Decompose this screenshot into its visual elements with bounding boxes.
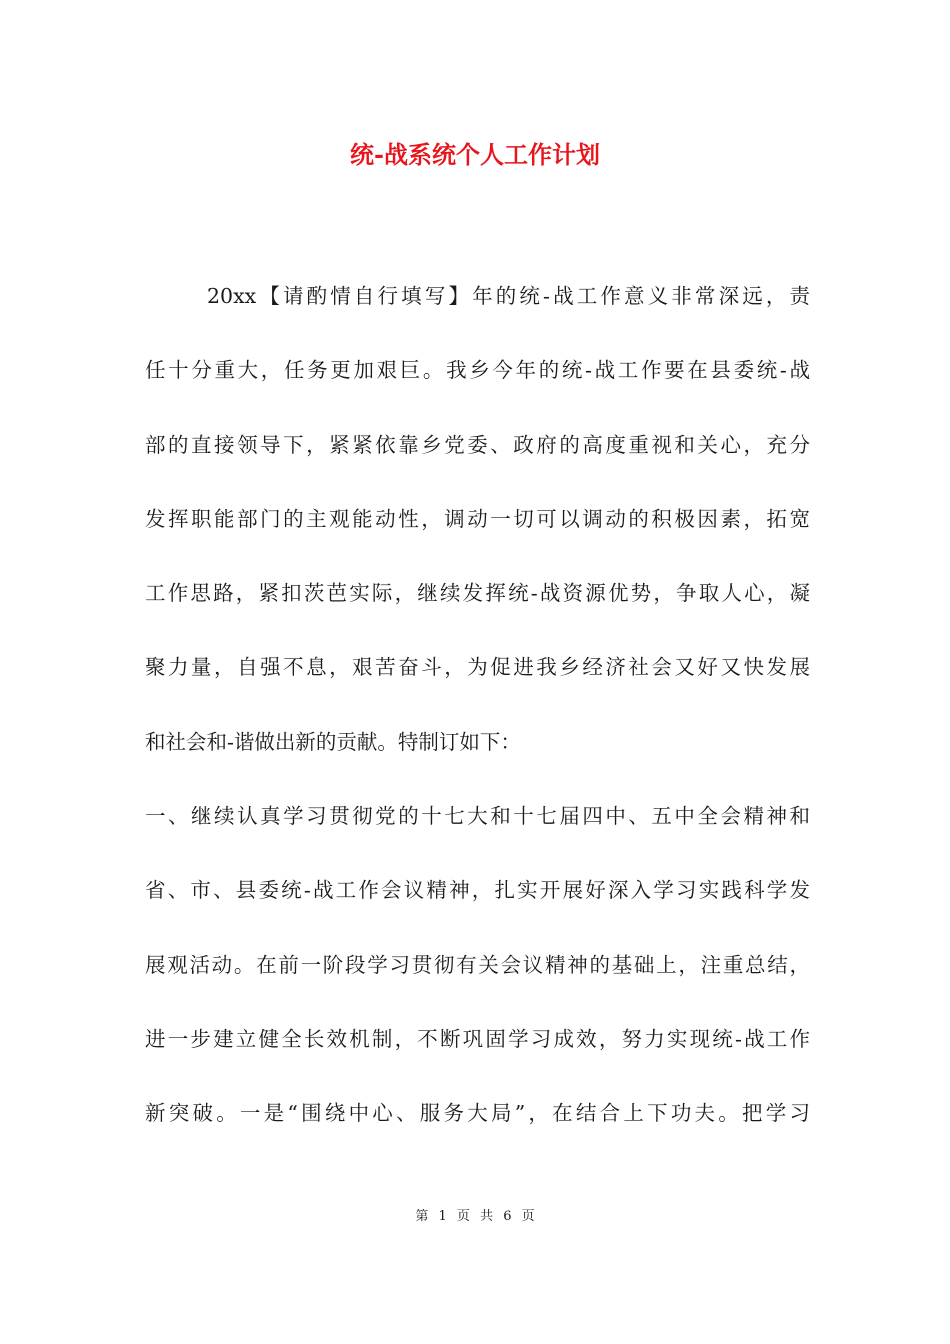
body-line: 和社会和-谐做出新的贡献。特制订如下： <box>145 730 521 754</box>
body-line: 省、市、县委统-战工作会议精神，扎实开展好深入学习实践科学发 <box>145 878 810 902</box>
body-line: 一、继续认真学习贯彻党的十七大和十七届四中、五中全会精神和 <box>145 804 810 828</box>
body-line: 20xx【请酌情自行填写】年的统-战工作意义非常深远，责 <box>207 284 810 308</box>
page-number-footer: 第 1 页 共 6 页 <box>415 1209 535 1224</box>
body-line: 发挥职能部门的主观能动性，调动一切可以调动的积极因素，拓宽 <box>145 507 810 531</box>
body-line: 新突破。一是“围绕中心、服务大局”，在结合上下功夫。把学习 <box>145 1101 810 1125</box>
body-line: 任十分重大，任务更加艰巨。我乡今年的统-战工作要在县委统-战 <box>145 358 810 382</box>
body-line: 工作思路，紧扣茨芭实际，继续发挥统-战资源优势，争取人心，凝 <box>145 581 810 605</box>
body-line: 展观活动。在前一阶段学习贯彻有关会议精神的基础上，注重总结， <box>145 953 810 977</box>
document-title: 统-战系统个人工作计划 <box>350 140 600 169</box>
body-line: 部的直接领导下，紧紧依靠乡党委、政府的高度重视和关心，充分 <box>145 433 810 457</box>
body-line: 进一步建立健全长效机制，不断巩固学习成效，努力实现统-战工作 <box>145 1027 810 1051</box>
body-line: 聚力量，自强不息，艰苦奋斗，为促进我乡经济社会又好又快发展 <box>145 655 810 679</box>
